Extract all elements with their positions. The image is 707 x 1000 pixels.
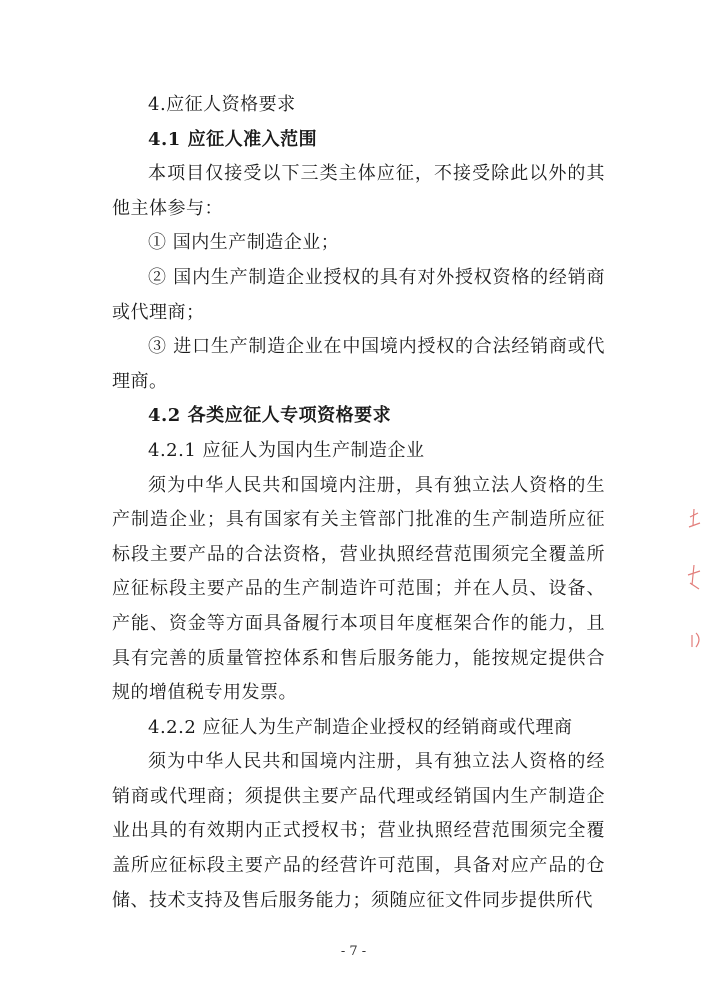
document-body	[112, 88, 605, 918]
section-heading-4-2: 4.2 各类应征人专项资格要求	[148, 405, 392, 427]
page-number: - 7 -	[340, 944, 367, 959]
paragraph-intro: 本项目仅接受以下三类主体应征，不接受除此以外的其他主体参与：	[112, 163, 605, 219]
section-heading-4-2-2: 4.2.2 应征人为生产制造企业授权的经销商或代理商	[148, 716, 573, 738]
section-heading-4-1: 4.1 应征人准入范围	[148, 128, 318, 150]
list-item-2: ② 国内生产制造企业授权的具有对外授权资格的经销商或代理商；	[112, 266, 605, 323]
seal-stamp-fragment	[684, 505, 707, 665]
list-item-3: ③ 进口生产制造企业在中国境内授权的合法经销商或代理商。	[112, 336, 605, 392]
paragraph-4-2-1: 须为中华人民共和国境内注册，具有独立法人资格的生产制造企业；具有国家有关主管部门批准的生产制造所应征标段主要产品的合法资格，营业执照经营范围须完全覆盖所应征标段主要产品的生产制造许可范围；并在人员、设备、产能、资金等方面具备履行本项目年度框架合作的能力，且具有完善的质量管控体系和售后服务能力，能按规定提供合规的增值税专用发票。	[112, 474, 605, 704]
section-heading-4: 4.应征人资格要求	[148, 94, 296, 115]
paragraph-4-2-2: 须为中华人民共和国境内注册，具有独立法人资格的经销商或代理商；须提供主要产品代理或经销国内生产制造企业出具的有效期内正式授权书；营业执照经营范围须完全覆盖所应征标段主要产品的经营许可范围，具备对应产品的仓储、技术支持及售后服务能力；须随应征文件同步提供所代	[112, 751, 605, 911]
list-item-1: ① 国内生产制造企业；	[148, 232, 340, 254]
section-heading-4-2-1: 4.2.1 应征人为国内生产制造企业	[148, 439, 425, 461]
